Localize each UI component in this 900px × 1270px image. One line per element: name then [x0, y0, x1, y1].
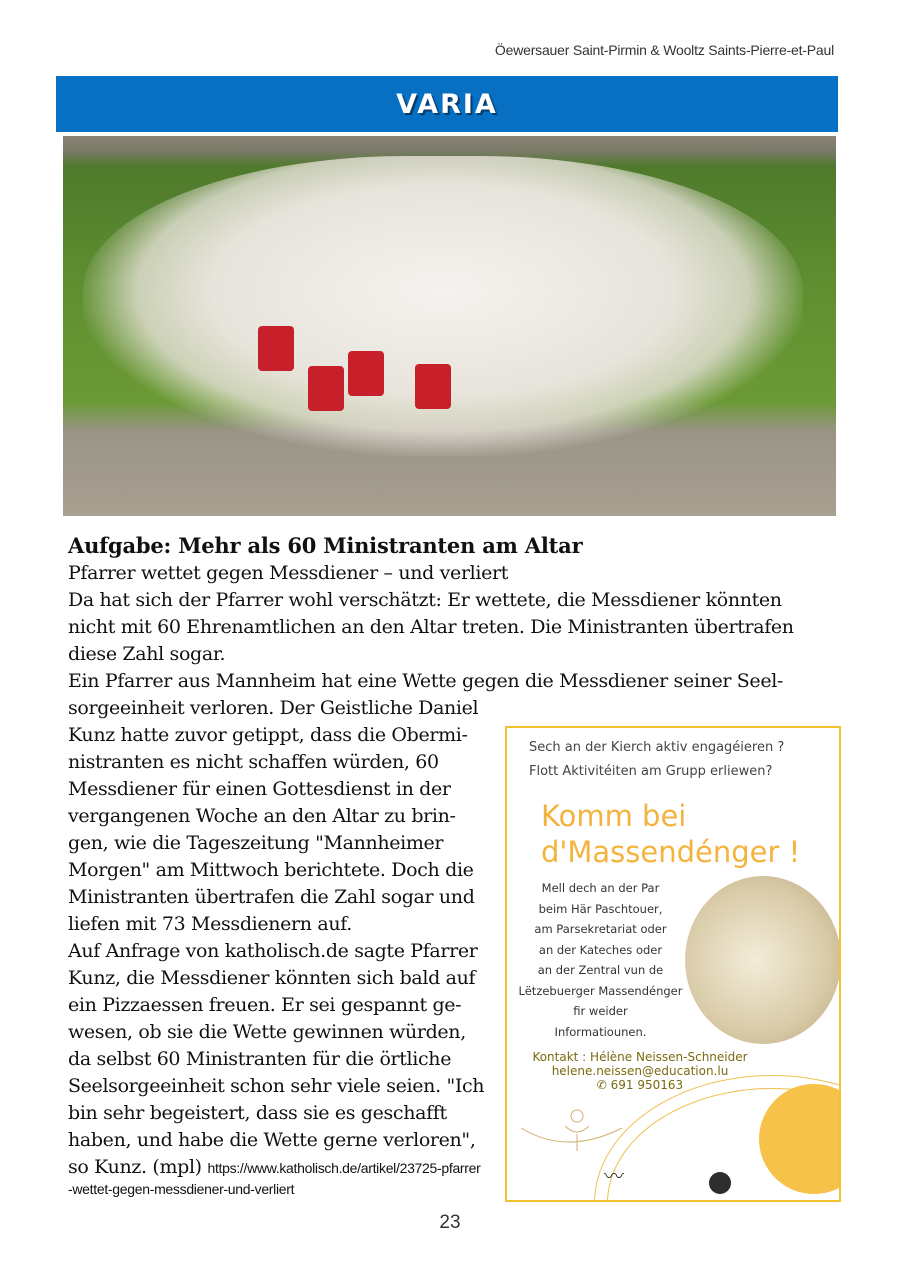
- article-line: Ministranten übertrafen die Zahl sogar und: [68, 886, 475, 908]
- article-line: nicht mit 60 Ehrenamtlichen an den Altar treten. Die Ministranten übertrafen: [68, 616, 794, 638]
- ad-info-line: Mell dech an der Par: [541, 881, 660, 895]
- ad-contact: [515, 1050, 765, 1092]
- article-line: Pfarrer wettet gegen Messdiener – und verliert: [68, 562, 509, 584]
- article-line: Auf Anfrage von katholisch.de sagte Pfarrer: [68, 940, 478, 962]
- article-line: sorgeeinheit verloren. Der Geistliche Daniel: [68, 697, 479, 719]
- source-url[interactable]: https://www.katholisch.de/artikel/23725-pfarrer: [207, 1160, 481, 1176]
- article-line: gen, wie die Tageszeitung "Mannheimer: [68, 832, 444, 854]
- article-line: Seelsorgeeinheit schon sehr viele seien. "Ich: [68, 1075, 485, 1097]
- article-line: Kunz hatte zuvor getippt, dass die Obermi-: [68, 724, 468, 746]
- ad-info-line: Informatiounen.: [554, 1024, 647, 1039]
- ad-info-line: fir weider: [573, 1004, 628, 1018]
- contact-email[interactable]: helene.neissen@education.lu: [551, 1064, 729, 1078]
- ad-info-line: an der Zentral vun de: [537, 963, 664, 977]
- article-line: Ein Pfarrer aus Mannheim hat eine Wette gegen die Messdiener seiner Seel-: [68, 670, 784, 692]
- article-line: vergangenen Woche an den Altar zu brin-: [68, 805, 456, 827]
- section-title: VARIA: [396, 88, 498, 120]
- ad-info: [513, 878, 688, 1042]
- ad-info-line: an der Kateches oder: [538, 942, 663, 957]
- altar-server-recruitment-ad: [505, 726, 841, 1202]
- article-closing: so Kunz. (mpl): [68, 1156, 202, 1178]
- article-line: Kunz, die Messdiener könnten sich bald auf: [68, 967, 476, 989]
- article-line: nistranten es nicht schaffen würden, 60: [68, 751, 439, 773]
- ad-headline: Komm bei: [541, 799, 687, 833]
- article-line: da selbst 60 Ministranten für die örtliche: [68, 1048, 452, 1070]
- dark-dot: [709, 1172, 731, 1194]
- contact-phone: ✆ 691 950163: [596, 1078, 684, 1092]
- ad-info-line: am Parsekretariat oder: [534, 922, 667, 936]
- article-line: wesen, ob sie die Wette gewinnen würden,: [68, 1021, 466, 1043]
- crowd-of-altar-servers: [83, 156, 803, 456]
- red-cassock: [415, 364, 451, 409]
- red-cassock: [258, 326, 294, 371]
- article-line: ein Pizzaessen freuen. Er sei gespannt ge-: [68, 994, 462, 1016]
- contact-name: Kontakt : Hélène Neissen-Schneider: [532, 1050, 748, 1064]
- article-line: diese Zahl sogar.: [68, 643, 226, 665]
- massendenger-logo: [517, 1106, 627, 1156]
- red-cassock: [308, 366, 344, 411]
- ad-question: Sech an der Kierch aktiv engagéieren ?: [529, 740, 785, 755]
- page-number: 23: [439, 1212, 461, 1233]
- red-cassock: [348, 351, 384, 396]
- article-line: Da hat sich der Pfarrer wohl verschätzt: Er wettete, die Messdiener könnten: [68, 589, 782, 611]
- article-line: Messdiener für einen Gottesdienst in der: [68, 778, 451, 800]
- article-line: Morgen" am Mittwoch berichtete. Doch die: [68, 859, 474, 881]
- article-line: bin sehr begeistert, dass sie es geschafft: [68, 1102, 447, 1124]
- article-line: haben, und habe die Wette gerne verloren",: [68, 1129, 476, 1151]
- ad-info-line: beim Här Paschtouer,: [538, 901, 663, 916]
- article-title: Aufgabe: Mehr als 60 Ministranten am Altar: [68, 533, 583, 558]
- source-url-continued[interactable]: -wettet-gegen-messdiener-und-verliert: [68, 1181, 295, 1197]
- wave-icon: 〰: [604, 1164, 620, 1188]
- running-header: Öewersauer Saint-Pirmin & Wooltz Saints-Pierre-et-Paul: [494, 42, 834, 58]
- section-banner: [56, 76, 838, 132]
- altar-servers-photo: [63, 136, 836, 516]
- ad-question: Flott Aktivitéiten am Grupp erliewen?: [529, 764, 773, 779]
- ad-headline: d'Massendénger !: [541, 835, 801, 869]
- vestment-photo: [685, 876, 841, 1044]
- article-line: liefen mit 73 Messdienern auf.: [68, 913, 352, 935]
- chalice-icon: [517, 1106, 627, 1156]
- ad-info-line: Lëtzebuerger Massendénger: [518, 983, 683, 998]
